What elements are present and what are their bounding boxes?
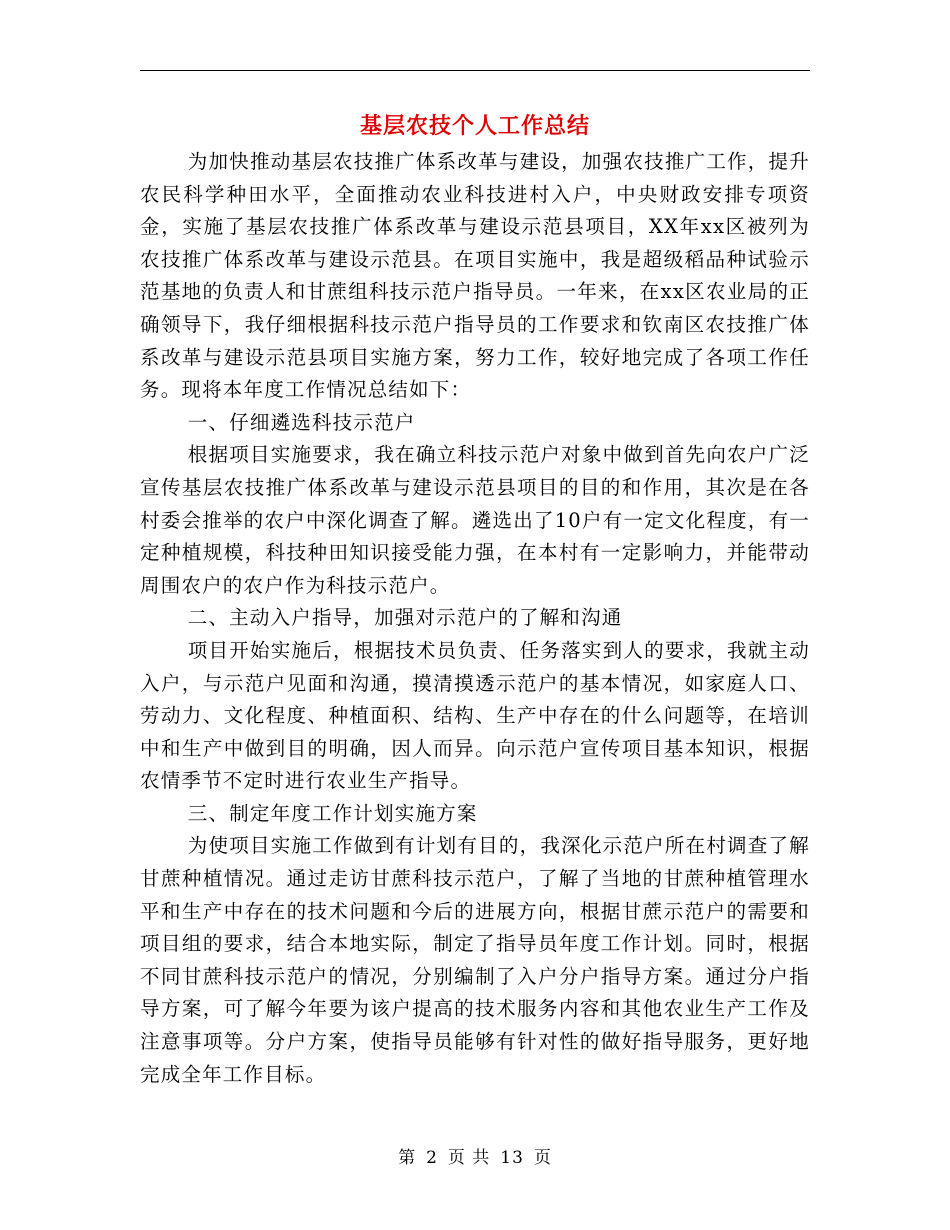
page-footer — [0, 1146, 950, 1170]
footer-middle: 页 共 — [447, 1148, 491, 1168]
document-body — [140, 146, 810, 1091]
footer-suffix: 页 — [533, 1148, 552, 1168]
body-paragraph: 项目开始实施后，根据技术员负责、任务落实到人的要求，我就主动入户，与示范户见面和沟通，摸清摸透示范户的基本情况，如家庭人口、劳动力、文化程度、种植面积、结构、生产中存在的什么问题等，在培训中和生产中做到目的明确，因人而异。向示范户宣传项目基本知识，根据农情季节不定时进行农业生产指导。 — [140, 638, 810, 793]
body-paragraph: 为使项目实施工作做到有计划有目的，我深化示范户所在村调查了解甘蔗种植情况。通过走访甘蔗科技示范户，了解了当地的甘蔗种植管理水平和生产中存在的技术问题和今后的进展方向，根据甘蔗示范户的需要和项目组的要求，结合本地实际，制定了指导员年度工作计划。同时，根据不同甘蔗科技示范户的情况，分别编制了入户分户指导方案。通过分户指导方案，可了解今年要为该户提高的技术服务内容和其他农业生产工作及注意事项等。分户方案，使指导员能够有针对性的做好指导服务，更好地完成全年工作目标。 — [140, 834, 810, 1086]
footer-total-pages: 13 — [500, 1148, 524, 1168]
footer-prefix: 第 — [398, 1148, 417, 1168]
section-heading: 一、仔细遴选科技示范户 — [187, 410, 416, 434]
document-title: 基层农技个人工作总结 — [359, 113, 590, 139]
header-rule — [140, 70, 810, 71]
section-heading: 三、制定年度工作计划实施方案 — [187, 801, 478, 825]
body-paragraph: 为加快推动基层农技推广体系改革与建设，加强农技推广工作，提升农民科学种田水平，全面推动农业科技进村入户，中央财政安排专项资金，实施了基层农技推广体系改革与建设示范县项目，XX年xx区被列为农技推广体系改革与建设示范县。在项目实施中，我是超级稻品种试验示范基地的负责人和甘蔗组科技示范户指导员。一年来，在xx区农业局的正确领导下，我仔细根据科技示范户指导员的工作要求和钦南区农技推广体系改革与建设示范县项目实施方案，努力工作，较好地完成了各项工作任务。现将本年度工作情况总结如下： — [140, 150, 810, 402]
section-heading: 二、主动入户指导，加强对示范户的了解和沟通 — [187, 606, 623, 630]
footer-page-number: 2 — [426, 1148, 438, 1168]
body-paragraph: 根据项目实施要求，我在确立科技示范户对象中做到首先向农户广泛宣传基层农技推广体系改革与建设示范县项目的目的和作用，其次是在各村委会推举的农户中深化调查了解。遴选出了10户有一定文化程度，有一定种植规模，科技种田知识接受能力强，在本村有一定影响力，并能带动周围农户的农户作为科技示范户。 — [140, 443, 810, 597]
